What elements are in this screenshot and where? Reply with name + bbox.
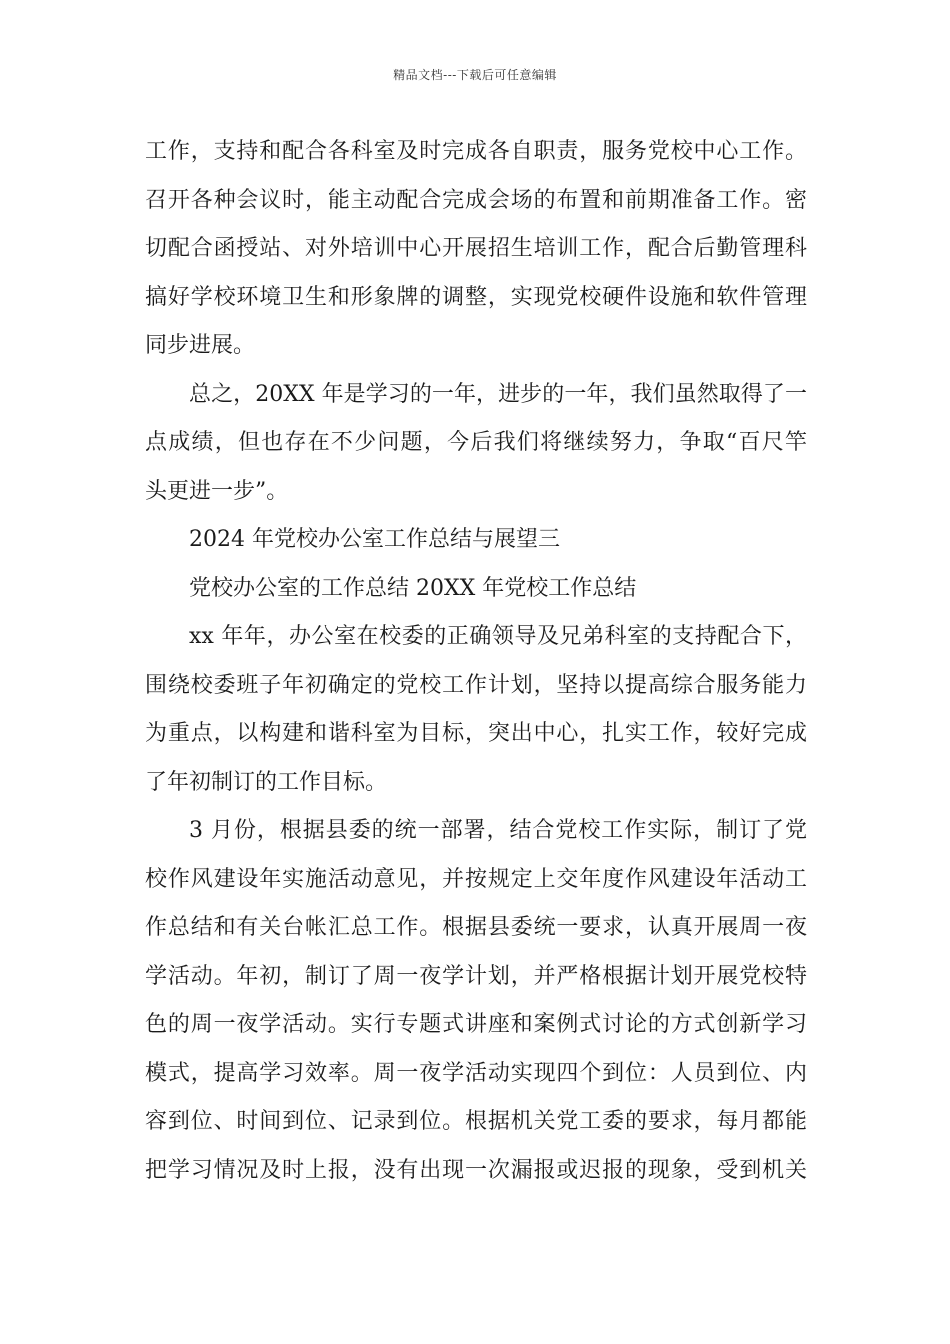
section-heading bbox=[145, 516, 807, 565]
paragraph bbox=[145, 807, 807, 1195]
text-line: 点成绩，但也存在不少问题，今后我们将继续努力，争取“百尺竿 bbox=[145, 430, 807, 455]
text-line: 色的周一夜学活动。实行专题式讲座和案例式讨论的方式创新学习 bbox=[145, 1012, 807, 1037]
text-line: 同步进展。 bbox=[145, 333, 256, 358]
paragraph bbox=[145, 371, 807, 517]
text-line: 了年初制订的工作目标。 bbox=[145, 769, 388, 795]
text-line: 头更进一步”。 bbox=[145, 478, 289, 504]
text-line: 围绕校委班子年初确定的党校工作计划，坚持以提高综合服务能力 bbox=[145, 672, 807, 698]
paragraph bbox=[145, 128, 807, 371]
text-line: 容到位、时间到位、记录到位。根据机关党工委的要求，每月都能 bbox=[145, 1109, 807, 1134]
page-header: 精品文档---下载后可任意编辑 bbox=[393, 68, 557, 82]
text-line: 模式，提高学习效率。周一夜学活动实现四个到位：人员到位、内 bbox=[145, 1060, 807, 1086]
text-line: 党校办公室的工作总结 20XX 年党校工作总结 bbox=[189, 575, 637, 601]
text-line: 作总结和有关台帐汇总工作。根据县委统一要求，认真开展周一夜 bbox=[145, 915, 807, 940]
text-line: 把学习情况及时上报，没有出现一次漏报或迟报的现象，受到机关 bbox=[145, 1157, 807, 1183]
text-line: 搞好学校环境卫生和形象牌的调整，实现党校硬件设施和软件管理 bbox=[145, 284, 807, 310]
text-line: 召开各种会议时，能主动配合完成会场的布置和前期准备工作。密 bbox=[145, 187, 807, 213]
text-line: 3 月份，根据县委的统一部署，结合党校工作实际，制订了党 bbox=[189, 818, 807, 843]
section-subheading bbox=[145, 565, 807, 614]
text-line: xx 年年，办公室在校委的正确领导及兄弟科室的支持配合下， bbox=[189, 624, 807, 649]
text-line: 切配合函授站、对外培训中心开展招生培训工作，配合后勤管理科 bbox=[145, 236, 807, 261]
text-line: 2024 年党校办公室工作总结与展望三 bbox=[189, 527, 560, 552]
text-line: 工作，支持和配合各科室及时完成各自职责，服务党校中心工作。 bbox=[145, 139, 807, 164]
text-line: 校作风建设年实施活动意见，并按规定上交年度作风建设年活动工 bbox=[145, 866, 807, 892]
text-line: 总之，20XX 年是学习的一年，进步的一年，我们虽然取得了一 bbox=[189, 381, 807, 407]
document-body bbox=[145, 128, 807, 1195]
text-line: 学活动。年初，制订了周一夜学计划，并严格根据计划开展党校特 bbox=[145, 963, 807, 989]
paragraph bbox=[145, 613, 807, 807]
text-line: 为重点，以构建和谐科室为目标，突出中心，扎实工作，较好完成 bbox=[145, 721, 807, 746]
